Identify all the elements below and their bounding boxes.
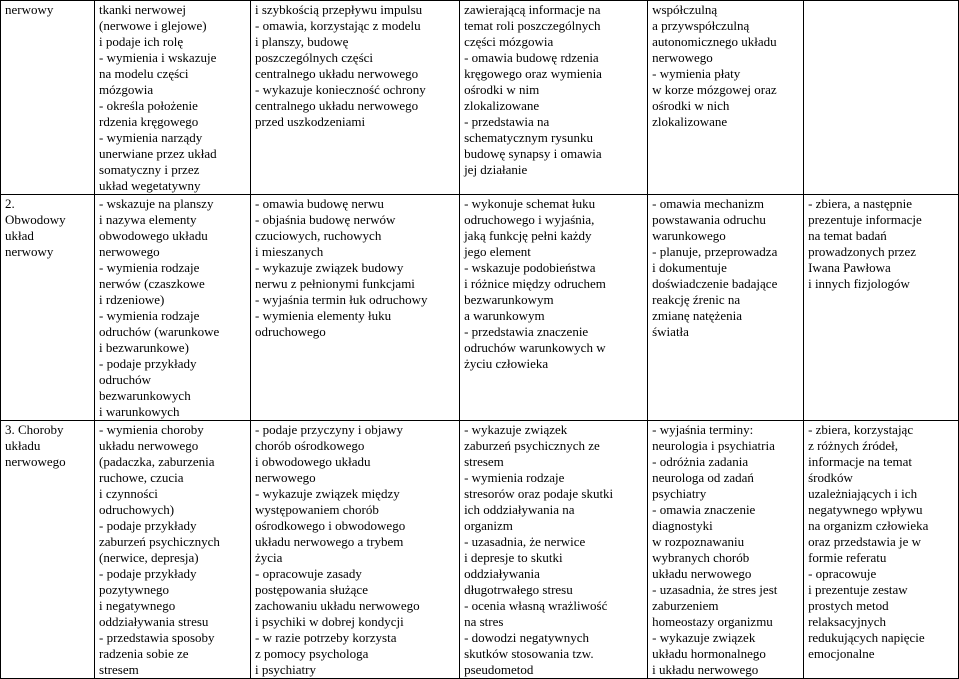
cell-text-line: - przedstawia sposoby	[99, 630, 215, 645]
cell-text-line: ruchowe, czucia	[99, 470, 184, 485]
requirements-cell	[804, 1, 959, 195]
cell-text-line: - opracowuje zasady	[254, 566, 362, 581]
cell-text-line: oddziaływania	[464, 566, 540, 581]
cell-text-line: i psychiatry	[254, 662, 316, 677]
cell-text-line: formie referatu	[808, 550, 887, 565]
cell-text-line: - przedstawia znaczenie	[464, 324, 589, 339]
cell-text-line: mózgowia	[99, 82, 154, 97]
cell-text-line: oraz przedstawia je w	[808, 534, 922, 549]
cell-text-line: ośrodki w nich	[652, 98, 730, 113]
cell-text-line: neurologa od zadań	[652, 470, 754, 485]
cell-text-line: - wymienia elementy łuku	[254, 308, 392, 323]
requirements-cell	[460, 421, 648, 679]
cell-text-line: informacje na temat	[808, 454, 913, 469]
cell-text-line: - wskazuje na planszy	[99, 196, 214, 211]
cell-text-line: - podaje przykłady	[99, 566, 197, 581]
cell-text-line: radzenia sobie ze	[99, 646, 189, 661]
cell-text-line: współczulną	[652, 2, 718, 17]
cell-text-line: odruchów warunkowych w	[464, 340, 606, 355]
requirements-cell	[648, 1, 804, 195]
cell-text-line: tkanki nerwowej	[99, 2, 187, 17]
cell-text-line: (nerwice, depresja)	[99, 550, 199, 565]
cell-text-line: wybranych chorób	[652, 550, 750, 565]
requirements-cell	[250, 421, 459, 679]
cell-text-line: stresorów oraz podaje skutki	[464, 486, 614, 501]
cell-text-line: 3. Choroby	[5, 422, 64, 437]
cell-text-line: - dowodzi negatywnych	[464, 630, 589, 645]
cell-text-line: długotrwałego stresu	[464, 582, 573, 597]
cell-text-line: nerwowego	[652, 50, 713, 65]
cell-text-line: z pomocy psychologa	[254, 646, 369, 661]
cell-text-line: pseudometod	[464, 662, 534, 677]
cell-text-line: - zbiera, a następnie	[808, 196, 913, 211]
requirements-cell	[95, 195, 251, 421]
cell-text-line: warunkowego	[652, 228, 726, 243]
cell-text-line: - wykazuje związek	[464, 422, 568, 437]
cell-text-line: nerwowego	[254, 470, 316, 485]
cell-text-line: - wykazuje konieczność ochrony	[254, 82, 426, 97]
cell-text-line: - uzasadnia, że nerwice	[464, 534, 586, 549]
cell-text-line: ośrodki w nim	[464, 82, 540, 97]
cell-text-line: układ wegetatywny	[99, 178, 201, 193]
table-row	[1, 1, 959, 195]
section-cell	[1, 195, 95, 421]
cell-text-line: z różnych źródeł,	[808, 438, 898, 453]
cell-text-line: obwodowego układu	[99, 228, 208, 243]
cell-text-line: - wykazuje związek	[652, 630, 756, 645]
cell-text-line: układu	[5, 438, 41, 453]
cell-text-line: poszczególnych części	[254, 50, 374, 65]
section-cell	[1, 1, 95, 195]
cell-text-line: życia	[254, 550, 283, 565]
cell-text-line: budowę synapsy i omawia	[464, 146, 602, 161]
cell-text-line: a warunkowym	[464, 308, 545, 323]
cell-text-line: i układu nerwowego	[652, 662, 759, 677]
cell-text-line: zaburzeń psychicznych	[99, 534, 220, 549]
cell-text-line: stresem	[99, 662, 139, 677]
cell-text-line: - ocenia własną wrażliwość	[464, 598, 608, 613]
requirements-cell	[95, 1, 251, 195]
cell-text-line: zmianę natężenia	[652, 308, 742, 323]
cell-text-line: - w razie potrzeby korzysta	[254, 630, 397, 645]
cell-text-line: jaką funkcję pełni każdy	[464, 228, 592, 243]
cell-text-line: i prezentuje zestaw	[808, 582, 908, 597]
cell-text-line: nerwów (czaszkowe	[99, 276, 205, 291]
cell-text-line: zlokalizowane	[464, 98, 540, 113]
cell-text-line: - wyjaśnia termin łuk odruchowy	[254, 292, 428, 307]
requirements-cell	[648, 195, 804, 421]
cell-text-line: bezwarunkowym	[464, 292, 554, 307]
cell-text-line: i dokumentuje	[652, 260, 727, 275]
cell-text-line: skutków stosowania tzw.	[464, 646, 594, 661]
cell-text-line: i rdzeniowe)	[99, 292, 165, 307]
cell-text-line: układ	[5, 228, 34, 243]
cell-text-line: emocjonalne	[808, 646, 875, 661]
cell-text-line: i depresje to skutki	[464, 550, 563, 565]
cell-text-line: powstawania odruchu	[652, 212, 766, 227]
cell-text-line: i czynności	[99, 486, 158, 501]
cell-text-line: - określa położenie	[99, 98, 198, 113]
cell-text-line: 2.	[5, 196, 15, 211]
cell-text-line: odruchowego	[254, 324, 326, 339]
requirements-cell	[95, 421, 251, 679]
cell-text-line: światła	[652, 324, 689, 339]
cell-text-line: schematycznym rysunku	[464, 130, 593, 145]
cell-text-line: diagnostyki	[652, 518, 713, 533]
cell-text-line: i szybkością przepływu impulsu	[254, 2, 423, 17]
cell-text-line: - omawia budowę rdzenia	[464, 50, 599, 65]
cell-text-line: - wykonuje schemat łuku	[464, 196, 596, 211]
cell-text-line: - wymienia choroby	[99, 422, 204, 437]
cell-text-line: na organizm człowieka	[808, 518, 929, 533]
cell-text-line: - wymienia rodzaje	[464, 470, 565, 485]
cell-text-line: neurologia i psychiatria	[652, 438, 775, 453]
cell-text-line: na modelu części	[99, 66, 189, 81]
cell-text-line: nerwowy	[5, 244, 54, 259]
cell-text-line: - wykazuje związek między	[254, 486, 400, 501]
cell-text-line: i obwodowego układu	[254, 454, 371, 469]
cell-text-line: - podaje przyczyny i objawy	[254, 422, 403, 437]
cell-text-line: w rozpoznawaniu	[652, 534, 745, 549]
cell-text-line: - opracowuje	[808, 566, 877, 581]
cell-text-line: i negatywnego	[99, 598, 176, 613]
cell-text-line: temat roli poszczególnych	[464, 18, 601, 33]
cell-text-line: uzależniających i ich	[808, 486, 918, 501]
cell-text-line: relaksacyjnych	[808, 614, 887, 629]
cell-text-line: Obwodowy	[5, 212, 66, 227]
cell-text-line: części mózgowia	[464, 34, 554, 49]
cell-text-line: jego element	[464, 244, 531, 259]
cell-text-line: i bezwarunkowe)	[99, 340, 189, 355]
cell-text-line: czuciowych, ruchowych	[254, 228, 382, 243]
cell-text-line: zachowaniu układu nerwowego	[254, 598, 420, 613]
cell-text-line: odruchów	[99, 372, 152, 387]
cell-text-line: zawierającą informacje na	[464, 2, 601, 17]
cell-text-line: na stres	[464, 614, 504, 629]
table-row	[1, 195, 959, 421]
requirements-cell	[460, 1, 648, 195]
cell-text-line: bezwarunkowych	[99, 388, 191, 403]
cell-text-line: - omawia budowę nerwu	[254, 196, 384, 211]
cell-text-line: unerwiane przez układ	[99, 146, 217, 161]
requirements-cell	[250, 1, 459, 195]
cell-text-line: ich oddziaływania na	[464, 502, 575, 517]
cell-text-line: odruchowych)	[99, 502, 175, 517]
cell-text-line: zaburzeń psychicznych ze	[464, 438, 600, 453]
cell-text-line: przed uszkodzeniami	[254, 114, 366, 129]
cell-text-line: chorób ośrodkowego	[254, 438, 365, 453]
cell-text-line: - przedstawia na	[464, 114, 550, 129]
cell-text-line: prowadzonych przez	[808, 244, 916, 259]
requirements-cell	[648, 421, 804, 679]
requirements-cell	[804, 195, 959, 421]
requirements-cell	[250, 195, 459, 421]
requirements-cell	[804, 421, 959, 679]
cell-text-line: i warunkowych	[99, 404, 180, 419]
cell-text-line: i podaje ich rolę	[99, 34, 184, 49]
cell-text-line: a przywspółczulną	[652, 18, 750, 33]
cell-text-line: redukujących napięcie	[808, 630, 925, 645]
cell-text-line: - podaje przykłady	[99, 356, 197, 371]
cell-text-line: - wymienia i wskazuje	[99, 50, 217, 65]
cell-text-line: na temat badań	[808, 228, 887, 243]
cell-text-line: układu nerwowego	[652, 566, 752, 581]
cell-text-line: - omawia znaczenie	[652, 502, 756, 517]
cell-text-line: - uzasadnia, że stres jest	[652, 582, 778, 597]
cell-text-line: (padaczka, zaburzenia	[99, 454, 215, 469]
cell-text-line: autonomicznego układu	[652, 34, 777, 49]
cell-text-line: w korze mózgowej oraz	[652, 82, 777, 97]
cell-text-line: nerwowego	[99, 244, 160, 259]
cell-text-line: somatyczny i przez	[99, 162, 200, 177]
cell-text-line: życiu człowieka	[464, 356, 549, 371]
table-row	[1, 421, 959, 679]
cell-text-line: - wymienia płaty	[652, 66, 741, 81]
cell-text-line: odruchowego i wyjaśnia,	[464, 212, 595, 227]
cell-text-line: doświadczenie badające	[652, 276, 778, 291]
cell-text-line: negatywnego wpływu	[808, 502, 923, 517]
cell-text-line: zlokalizowane	[652, 114, 728, 129]
cell-text-line: ośrodkowego i obwodowego	[254, 518, 406, 533]
section-cell	[1, 421, 95, 679]
cell-text-line: oddziaływania stresu	[99, 614, 209, 629]
cell-text-line: środków	[808, 470, 853, 485]
cell-text-line: (nerwowe i glejowe)	[99, 18, 207, 33]
cell-text-line: - objaśnia budowę nerwów	[254, 212, 396, 227]
cell-text-line: nerwu z pełnionymi funkcjami	[254, 276, 415, 291]
cell-text-line: centralnego układu nerwowego	[254, 66, 419, 81]
cell-text-line: pozytywnego	[99, 582, 170, 597]
cell-text-line: - podaje przykłady	[99, 518, 197, 533]
cell-text-line: zaburzeniem	[652, 598, 719, 613]
cell-text-line: Iwana Pawłowa	[808, 260, 891, 275]
cell-text-line: postępowania służące	[254, 582, 368, 597]
cell-text-line: rdzenia kręgowego	[99, 114, 199, 129]
cell-text-line: nerwowego	[5, 454, 66, 469]
cell-text-line: - wykazuje związek budowy	[254, 260, 404, 275]
cell-text-line: - wymienia narządy	[99, 130, 203, 145]
cell-text-line: homeostazy organizmu	[652, 614, 773, 629]
cell-text-line: występowaniem chorób	[254, 502, 379, 517]
cell-text-line: - wymienia rodzaje	[99, 308, 200, 323]
cell-text-line: stresem	[464, 454, 504, 469]
cell-text-line: - odróżnia zadania	[652, 454, 749, 469]
cell-text-line: - wyjaśnia terminy:	[652, 422, 754, 437]
cell-text-line: nerwowy	[5, 2, 54, 17]
cell-text-line: układu nerwowego a trybem	[254, 534, 404, 549]
cell-text-line: - omawia, korzystając z modelu	[254, 18, 421, 33]
cell-text-line: - omawia mechanizm	[652, 196, 765, 211]
cell-text-line: - wskazuje podobieństwa	[464, 260, 596, 275]
cell-text-line: i mieszanych	[254, 244, 324, 259]
cell-text-line: układu nerwowego	[99, 438, 199, 453]
cell-text-line: i psychiki w dobrej kondycji	[254, 614, 404, 629]
cell-text-line: kręgowego oraz wymienia	[464, 66, 602, 81]
requirements-cell	[460, 195, 648, 421]
cell-text-line: i różnice między odruchem	[464, 276, 606, 291]
cell-text-line: reakcję źrenic na	[652, 292, 741, 307]
cell-text-line: - wymienia rodzaje	[99, 260, 200, 275]
cell-text-line: i innych fizjologów	[808, 276, 910, 291]
cell-text-line: odruchów (warunkowe	[99, 324, 220, 339]
cell-text-line: - zbiera, korzystając	[808, 422, 914, 437]
cell-text-line: i nazywa elementy	[99, 212, 197, 227]
cell-text-line: centralnego układu nerwowego	[254, 98, 419, 113]
cell-text-line: układu hormonalnego	[652, 646, 766, 661]
cell-text-line: prezentuje informacje	[808, 212, 922, 227]
cell-text-line: - planuje, przeprowadza	[652, 244, 778, 259]
cell-text-line: jej działanie	[464, 162, 528, 177]
cell-text-line: organizm	[464, 518, 513, 533]
cell-text-line: psychiatry	[652, 486, 707, 501]
cell-text-line: i planszy, budowę	[254, 34, 349, 49]
cell-text-line: prostych metod	[808, 598, 889, 613]
